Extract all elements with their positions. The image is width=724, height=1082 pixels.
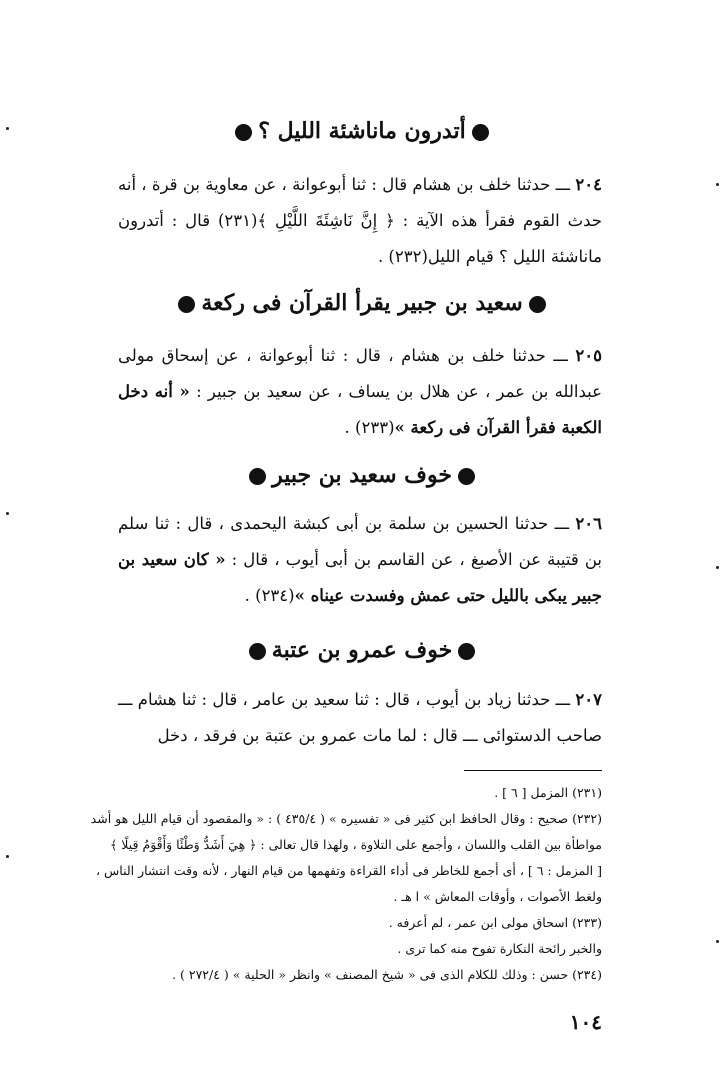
section-heading — [120, 118, 604, 144]
footnote-line: (٢٣١) المزمل [ ٦ ] . — [494, 785, 602, 800]
margin-speck — [6, 855, 9, 858]
footnote-line: مواطأة بين القلب واللسان ، وأجمع على التلاوة ، ولهذا قال تعالى : ﴿ هِيَ أَشَدُّ وَطْئًا وَأَقْوَمُ قِيلًا ﴾ — [110, 837, 602, 852]
bullet-icon — [529, 296, 546, 313]
footnote-line: ولغط الأصوات ، وأوقات المعاش » ا هـ . — [393, 889, 602, 904]
footnote-line: (٢٣٣) اسحاق مولى ابن عمر ، لم أعرفه . — [388, 915, 602, 930]
hadith-text: ـــ حدثنا خلف بن هشام قال : ثنا أبوعوانة ، عن معاوية بن قرة ، أنه حدث القوم فقرأ هذه الآية : ﴿ إِنَّ نَاشِئَةَ اللَّيْلِ ﴾(٢٣١) قال : أتدرون ماناشئة الليل ؟ قيام الليل(٢٣٢) . — [118, 175, 602, 266]
margin-speck — [6, 512, 9, 515]
section-heading — [120, 290, 604, 316]
hadith-quote: « كان سعيد بن جبير يبكى بالليل حتى عمش وفسدت عيناه » — [118, 550, 602, 605]
hadith-number: ٢٠٧ — [575, 690, 603, 709]
margin-speck — [716, 566, 719, 569]
bullet-icon — [249, 643, 266, 660]
bullet-icon — [458, 643, 475, 660]
footnote-line: والخبر رائحة النكارة تفوح منه كما ترى . — [397, 941, 602, 956]
footnote-line: [ المزمل : ٦ ] ، أى أجمع للخاطر فى أداء القراءة وتفهمها من قيام النهار ، لأنه وقت انتشار الناس ، — [96, 863, 602, 878]
hadith-paragraph — [118, 506, 602, 614]
bullet-icon — [472, 124, 489, 141]
heading-text: سعيد بن جبير يقرأ القرآن فى ركعة — [201, 290, 523, 316]
margin-speck — [6, 127, 9, 130]
hadith-text: ـــ حدثنا زياد بن أيوب ، قال : ثنا سعيد بن عامر ، قال : ثنا هشام ـــ صاحب الدستوائى ـــ قال : لما مات عمرو بن عتبة بن فرقد ، دخل — [118, 690, 602, 745]
margin-speck — [716, 183, 719, 186]
footnote-separator — [464, 770, 602, 771]
hadith-number: ٢٠٤ — [575, 175, 602, 194]
hadith-footnote-ref: (٢٣٤) . — [244, 586, 295, 605]
heading-text: أتدرون ماناشئة الليل ؟ — [258, 118, 466, 144]
hadith-text: ـــ حدثنا الحسين بن سلمة بن أبى كبشة اليحمدى ، قال : ثنا سلم بن قتيبة عن الأصبغ ، عن القاسم بن أبى أيوب ، قال : — [118, 514, 602, 569]
page-number: ١٠٤ — [569, 1010, 602, 1034]
hadith-number: ٢٠٥ — [575, 346, 602, 365]
footnotes — [90, 780, 602, 988]
hadith-paragraph — [118, 167, 602, 275]
bullet-icon — [235, 124, 252, 141]
heading-text: خوف سعيد بن جبير — [272, 462, 452, 488]
hadith-quote: « أنه دخل الكعبة فقرأ القرآن فى ركعة » — [118, 382, 602, 437]
footnote-line: (٢٣٤) حسن : وذلك للكلام الذى فى « شيخ المصنف » وانظر « الحلية » ( ٢٧٢/٤ ) . — [172, 967, 602, 982]
heading-text: خوف عمرو بن عتبة — [271, 637, 453, 663]
hadith-paragraph — [118, 682, 602, 754]
hadith-number: ٢٠٦ — [575, 514, 603, 533]
hadith-footnote-ref: (٢٣٣) . — [344, 418, 395, 437]
hadith-paragraph — [118, 338, 602, 446]
margin-speck — [716, 940, 719, 943]
hadith-text: ـــ حدثنا خلف بن هشام ، قال : ثنا أبوعوانة ، عن إسحاق مولى عبدالله بن عمر ، عن هلال بن يساف ، عن سعيد بن جبير : — [118, 346, 602, 401]
section-heading — [120, 637, 604, 663]
bullet-icon — [249, 468, 266, 485]
bullet-icon — [458, 468, 475, 485]
bullet-icon — [178, 296, 195, 313]
footnote-line: (٢٣٢) صحيح : وقال الحافظ ابن كثير فى « تفسيره » ( ٤٣٥/٤ ) : « والمقصود أن قيام الليل هو أشد — [90, 811, 602, 826]
section-heading — [120, 462, 604, 488]
